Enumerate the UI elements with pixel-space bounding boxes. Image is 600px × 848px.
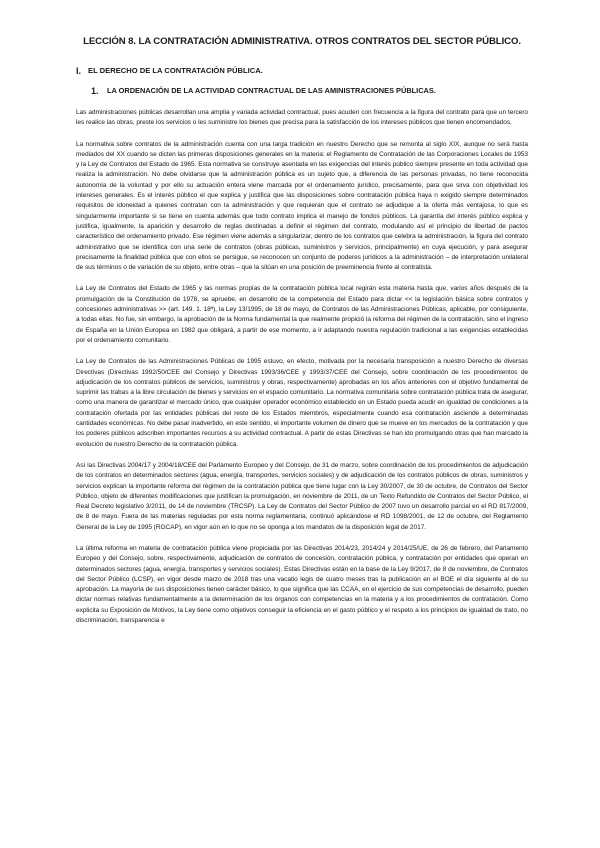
subsection-heading [91, 86, 528, 96]
section-heading-text: EL DERECHO DE LA CONTRATACIÓN PÚBLICA. [88, 66, 263, 75]
subsection-heading-text: LA ORDENACIÓN DE LA ACTIVIDAD CONTRACTUAL DE LAS AMINISTRACIONES PÚBLICAS. [107, 86, 436, 95]
paragraph-4: La Ley de Contratos de las Administraciones Públicas de 1995 estuvo, en efecto, motivada por la necesaria transposición a nuestro Derecho de diversas Directivas (Directivas 1992/50/CEE del Consejo y Directivas 1993/36/CEE y 1993/37/CEE del Consejo, sobre coordinación de los procedimientos de adjudicación de los contratos públicos de servicios, suministros y obras, respectivamente) aprobadas en los años anteriores con el objetivo fundamental de suprimir las trabas a la libre circulación de bienes y servicios en el espacio comunitario. La normativa comunitaria sobre contratación pública trata de asegurar, como una manera de garantizar el mercado único, que cualquier operador económico establecido en un Estado pueda acudir en igualdad de condiciones a la contratación ofertada por las entidades públicas del resto de los Estados miembros, especialmente cuando esa contratación asciende a determinadas cantidades económicas. No debe pasar inadvertido, en este sentido, el importante volumen de dinero que se mueve en los mercados de la contratación y que los poderes públicos adscriben importantes recursos a su actividad contractual. A partir de estas Directivas se han ido promulgando otras que han marcado la evolución de nuestro Derecho de la contratación pública. [76, 358, 528, 448]
paragraph-2: La normativa sobre contratos de la administración cuenta con una larga tradición en nuestro Derecho que se remonta al siglo XIX, aunque no será hasta mediados del XX cuando se dicten las primeras disposiciones generales en la materia: el Reglamento de Contratación de las Corporaciones Locales de 1953 y la Ley de Contratos del Estado de 1965. Esta normativa se construye asentada en las exigencias del interés público siempre presente en toda actividad que realiza la administración. No debe olvidarse que la administración pública es un sujeto que, a diferencia de las personas privadas, no tiene reconocida autonomía de la voluntad y por ello su actuación entera viene marcada por el ordenamiento jurídico, precisamente, para que sirva con objetividad los intereses generales. Es el interés público el que explica y justifica que las disposiciones sobre contratación pública haya n exigido siempre determinados requisitos de idoneidad a quienes contratan con la administración y que requieran que el contrato se adjudique a la oferta más ventajosa, lo que es singularmente importante si se tiene en cuenta además que todo contrato implica el manejo de fondos públicos. La garantía del interés público explica y justifica, igualmente, la aparición y desarrollo de reglas destinadas a definir el régimen del contrato, modulando así el principio de libertad de pactos característico del ordenamiento privado. Ese régimen viene además a singularizar, dentro de los contratos que celebra la administración, la figura del contrato administrativo que se identifica con una serie de contratos (obras públicas, suministros y servicios, principalmente) en cuya ejecución, y para asegurar precisamente la finalidad pública que con ellos se persigue, se reconocen un conjunto de poderes jurídicos a la administración – de interpretación unilateral de sus términos o de variación de su objeto, entre otras – que la sitúan en una posición de preeminencia frente al contratista. [76, 140, 528, 272]
paragraph-1: Las administraciones públicas desarrollan una amplia y variada actividad contractual, pues acuden con frecuencia a la figura del contrato para que un tercero les realice las obras, preste los servicios o les suministre los bienes que precisa para la satisfacción de los intereses públicos que tienen encomendados. [76, 109, 528, 127]
paragraph-5: Así las Directivas 2004/17 y 2004/18/CEE del Parlamento Europeo y del Consejo, de 31 de marzo, sobre coordinación de los procedimientos de adjudicación de los contratos en determinados sectores (agua, energía, transportes, servicios sociales) y de adjudicación de los contratos públicos de obras, suministros y servicios explican la importante reforma del régimen de la contratación pública que tiene lugar con la Ley 30/2007, de 30 de octubre, de Contratos del Sector Público, objeto de diferentes modificaciones que justifican la promulgación, en noviembre de 2011, de un Texto Refundido de Contratos del Sector Público, el Real Decreto legislativo 3/2011, de 14 de noviembre (TRCSP). La Ley de Contratos del Sector Público de 2007 tuvo un desarrollo parcial en el RD 817/2009, de 8 de mayo. Fuera de las materias reguladas por esta norma reglamentaria, continuó aplicándose el RD 1098/2001, de 12 de octubre, del Reglamento General de la Ley de 1995 (RGCAP), en vigor aún en lo que no se oponga a los mandatos de la disposición legal de 2017. [76, 461, 528, 531]
paragraph-3: La Ley de Contratos del Estado de 1965 y las normas propias de la contratación pública local regirán esta materia hasta que, varios años después de la promulgación de la Constitución de 1978, se apruebe, en desarrollo de la competencia del Estado para dictar << la legislación básica sobre contratos y concesiones administrativas >> (art. 149. 1. 18ª), la Ley 13/1995, de 18 de mayo, de Contratos de las Administraciones Públicas, aplicable, por consiguiente, a todas ellas. No fue, sin embargo, la aprobación de la Norma fundamental la que realmente propició la reforma del régimen de la contratación, sino el ingreso de España en la Unión Europea en 1982 que obligará, a partir de ese momento, a ir adaptando nuestra regulación tradicional a las exigencias establecidas por el ordenamiento comunitario. [76, 285, 528, 344]
section-number: I. [76, 66, 82, 76]
subsection-number: 1. [91, 86, 99, 96]
paragraph-6: La última reforma en materia de contratación pública viene propiciada por las Directivas 2014/23, 2014/24 y 2014/25/UE, de 26 de febrero, del Parlamento Europeo y del Consejo, sobre, respectivamente, adjudicación de contratos de concesión, contratación pública, y contratación por entidades que operan en determinados sectores (agua, energía, transportes y servicios sociales). Estas Directivas están en la base de la Ley 9/2017, de 8 de noviembre, de Contratos del Sector Público (LCSP), en vigor desde marzo de 2018 tras una vacatio legis de cuatro meses tras la publicación en el BOE el día siguiente al de su aprobación. La mayoría de sus disposiciones tienen carácter básico, lo que significa que las CCAA, en el ejercicio de sus competencias de desarrollo, pueden dictar normas relativas fundamentalmente a la determinación de los órganos con competencias en la materia y a los procedimientos de contratación. Como explicita su Exposición de Motivos, la Ley tiene como objetivos conseguir la eficiencia en el gasto público y el respeto a los principios de igualdad de trato, no discriminación, transparencia e [76, 544, 528, 625]
section-heading [76, 66, 528, 76]
lesson-title: LECCIÓN 8. LA CONTRATACIÓN ADMINISTRATIVA. OTROS CONTRATOS DEL SECTOR PÚBLICO. [83, 36, 521, 47]
